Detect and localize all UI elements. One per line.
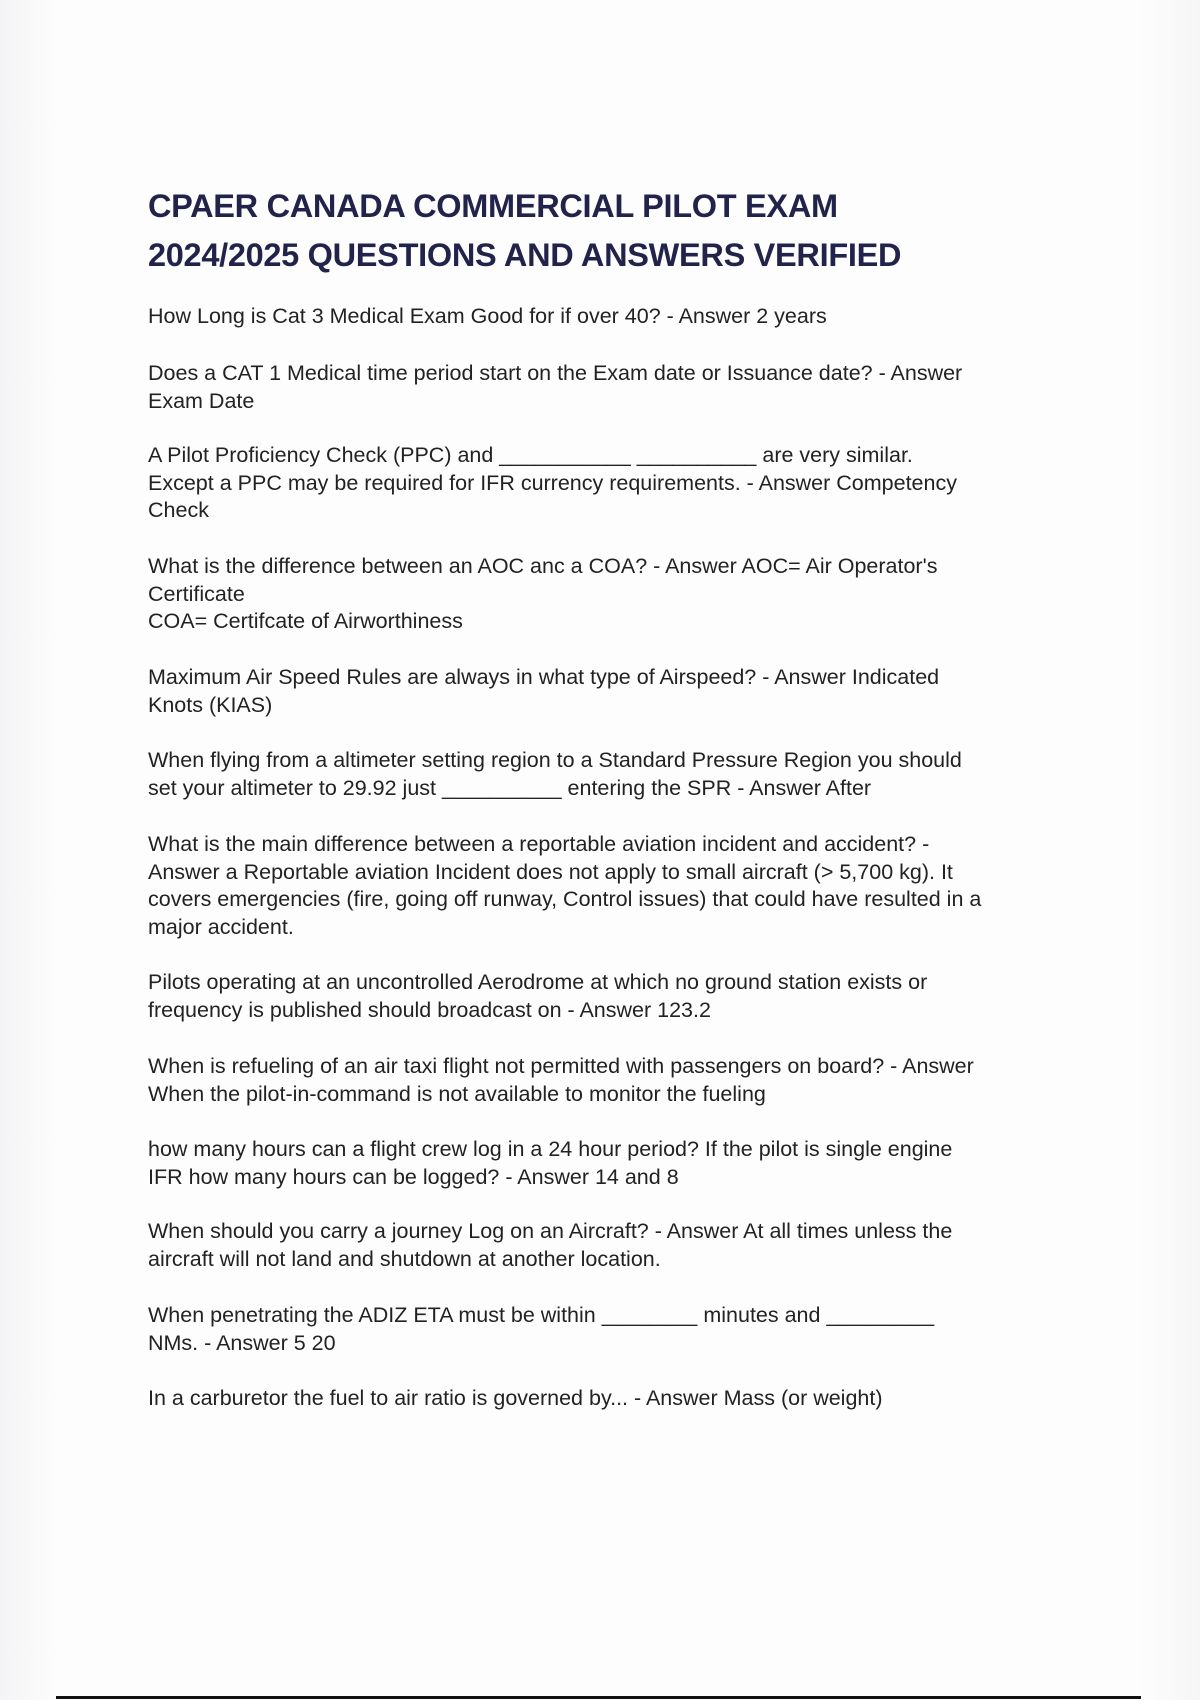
title-line-2: 2024/2025 QUESTIONS AND ANSWERS VERIFIED: [148, 237, 902, 273]
qa-item: When is refueling of an air taxi flight not permitted with passengers on board? - Answer When the pilot-in-command is not available to monitor the fueling: [148, 1054, 974, 1106]
qa-item: What is the main difference between a reportable aviation incident and accident? - Answer a Reportable aviation Incident does not apply to small aircraft (> 5,700 kg). It covers emergencies (fire, going off runway, Control issues) that could have resulted in a major accident.: [148, 832, 982, 939]
qa-item: How Long is Cat 3 Medical Exam Good for if over 40? - Answer 2 years: [148, 304, 827, 328]
qa-item: What is the difference between an AOC anc a COA? - Answer AOC= Air Operator's Certificate COA= Certifcate of Airworthiness: [148, 554, 938, 634]
qa-item: When penetrating the ADIZ ETA must be within ________ minutes and _________ NMs. - Answer 5 20: [148, 1303, 935, 1355]
qa-item: how many hours can a flight crew log in a 24 hour period? If the pilot is single engine IFR how many hours can be logged? - Answer 14 and 8: [148, 1137, 953, 1189]
qa-item: Maximum Air Speed Rules are always in what type of Airspeed? - Answer Indicated Knots (KIAS): [148, 665, 940, 717]
qa-item: When should you carry a journey Log on an Aircraft? - Answer At all times unless the aircraft will not land and shutdown at another location.: [148, 1219, 953, 1271]
qa-item: Does a CAT 1 Medical time period start on the Exam date or Issuance date? - Answer Exam Date: [148, 361, 963, 413]
qa-item: A Pilot Proficiency Check (PPC) and ___________ __________ are very similar. Except a PPC may be required for IFR currency requirements. - Answer Competency Check: [148, 443, 957, 523]
qa-item: Pilots operating at an uncontrolled Aerodrome at which no ground station exists or frequency is published should broadcast on - Answer 123.2: [148, 970, 928, 1022]
page-bottom-divider: [56, 1696, 1141, 1699]
qa-item: When flying from a altimeter setting region to a Standard Pressure Region you should set your altimeter to 29.92 just __________ entering the SPR - Answer After: [148, 748, 962, 800]
qa-item: In a carburetor the fuel to air ratio is governed by... - Answer Mass (or weight): [148, 1386, 883, 1410]
document-title: [148, 182, 901, 280]
title-line-1: CPAER CANADA COMMERCIAL PILOT EXAM: [148, 188, 838, 224]
